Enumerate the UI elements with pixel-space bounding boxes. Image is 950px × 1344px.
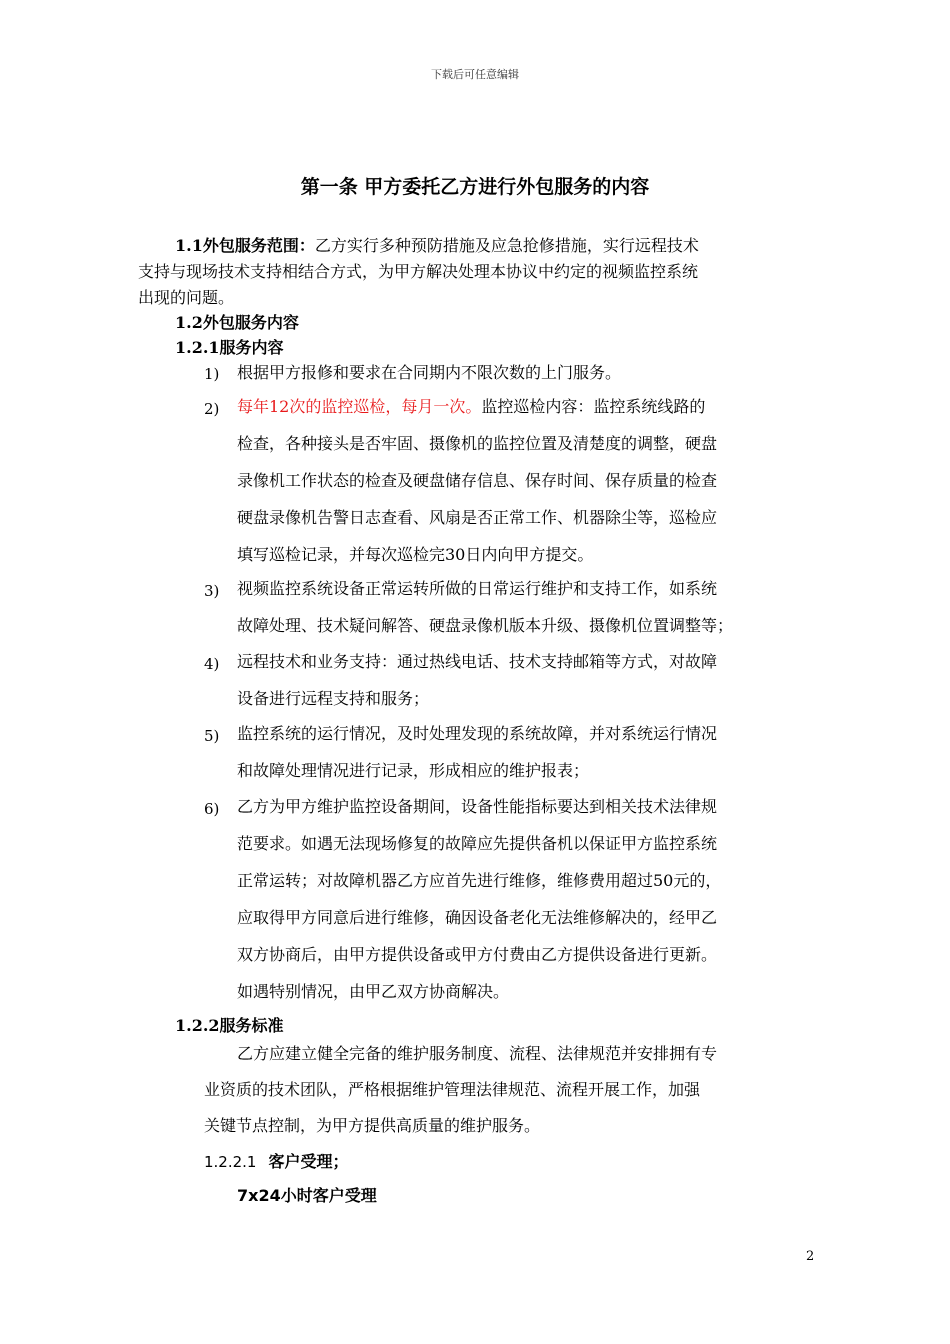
item-5-line-1: 监控系统的运行情况，及时处理发现的系统故障，并对系统运行情况 — [237, 724, 718, 743]
item-2-line-2: 检查，各种接头是否牢固、摄像机的监控位置及清楚度的调整，硬盘 — [237, 434, 718, 453]
page-number: 2 — [806, 1249, 815, 1264]
scope-label: 1.1外包服务范围： — [175, 236, 315, 255]
item-2-highlight: 每年12次的监控巡检，每月一次。 — [237, 397, 482, 416]
section-1-2-2-1-label: 客户受理； — [268, 1152, 349, 1171]
standard-line-1: 乙方应建立健全完备的维护服务制度、流程、法律规范并安排拥有专 — [237, 1044, 718, 1063]
item-4-line-2: 设备进行远程支持和服务； — [237, 689, 430, 708]
item-1-line-1: 根据甲方报修和要求在合同期内不限次数的上门服务。 — [237, 363, 622, 382]
item-3-line-2: 故障处理、技术疑问解答、硬盘录像机版本升级、摄像机位置调整等； — [237, 616, 734, 635]
item-6-line-2: 范要求。如遇无法现场修复的故障应先提供备机以保证甲方监控系统 — [237, 834, 718, 853]
item-6-number: 6) — [204, 800, 220, 818]
page-header: 下载后可任意编辑 — [431, 68, 519, 81]
item-2-line-1 — [237, 397, 705, 417]
item-1-number: 1) — [204, 365, 220, 383]
standard-line-2: 业资质的技术团队，严格根据维护管理法律规范、流程开展工作，加强 — [204, 1080, 701, 1099]
item-6-line-6: 如遇特别情况，由甲乙双方协商解决。 — [237, 982, 510, 1001]
item-6-line-5: 双方协商后，由甲方提供设备或甲方付费由乙方提供设备进行更新。 — [237, 945, 718, 964]
section-1-2-2-1-heading — [204, 1152, 349, 1172]
scope-paragraph-line-1 — [175, 236, 699, 256]
scope-paragraph-line-3: 出现的问题。 — [138, 288, 235, 307]
item-6-line-1: 乙方为甲方维护监控设备期间，设备性能指标要达到相关技术法律规 — [237, 797, 718, 816]
section-1-2-1-heading: 1.2.1服务内容 — [175, 338, 284, 357]
standard-line-3: 关键节点控制，为甲方提供高质量的维护服务。 — [204, 1116, 541, 1135]
section-1-2-heading: 1.2外包服务内容 — [175, 313, 299, 332]
item-2-line-3: 录像机工作状态的检查及硬盘储存信息、保存时间、保存质量的检查 — [237, 471, 718, 490]
scope-paragraph-line-2: 支持与现场技术支持相结合方式，为甲方解决处理本协议中约定的视频监控系统 — [138, 262, 699, 281]
item-5-line-2: 和故障处理情况进行记录，形成相应的维护报表； — [237, 761, 590, 780]
item-4-number: 4) — [204, 655, 220, 673]
section-1-2-2-heading: 1.2.2服务标准 — [175, 1016, 284, 1035]
item-5-number: 5) — [204, 727, 220, 745]
hours-subheading: 7x24小时客户受理 — [237, 1186, 377, 1205]
scope-text-1: 乙方实行多种预防措施及应急抢修措施，实行远程技术 — [314, 236, 699, 255]
item-2-line-4: 硬盘录像机告警日志查看、风扇是否正常工作、机器除尘等，巡检应 — [237, 508, 718, 527]
item-2-number: 2) — [204, 400, 220, 418]
item-6-line-4: 应取得甲方同意后进行维修，确因设备老化无法维修解决的，经甲乙 — [237, 908, 718, 927]
section-1-2-2-1-number: 1.2.2.1 — [204, 1153, 257, 1171]
item-2-line-5: 填写巡检记录，并每次巡检完30日内向甲方提交。 — [237, 545, 594, 564]
item-4-line-1: 远程技术和业务支持：通过热线电话、技术支持邮箱等方式，对故障 — [237, 652, 718, 671]
item-3-line-1: 视频监控系统设备正常运转所做的日常运行维护和支持工作，如系统 — [237, 579, 718, 598]
item-3-number: 3) — [204, 582, 220, 600]
item-2-first-text: 监控巡检内容：监控系统线路的 — [481, 397, 706, 416]
item-6-line-3: 正常运转；对故障机器乙方应首先进行维修，维修费用超过50元的， — [237, 871, 722, 890]
article-title: 第一条 甲方委托乙方进行外包服务的内容 — [300, 176, 650, 198]
